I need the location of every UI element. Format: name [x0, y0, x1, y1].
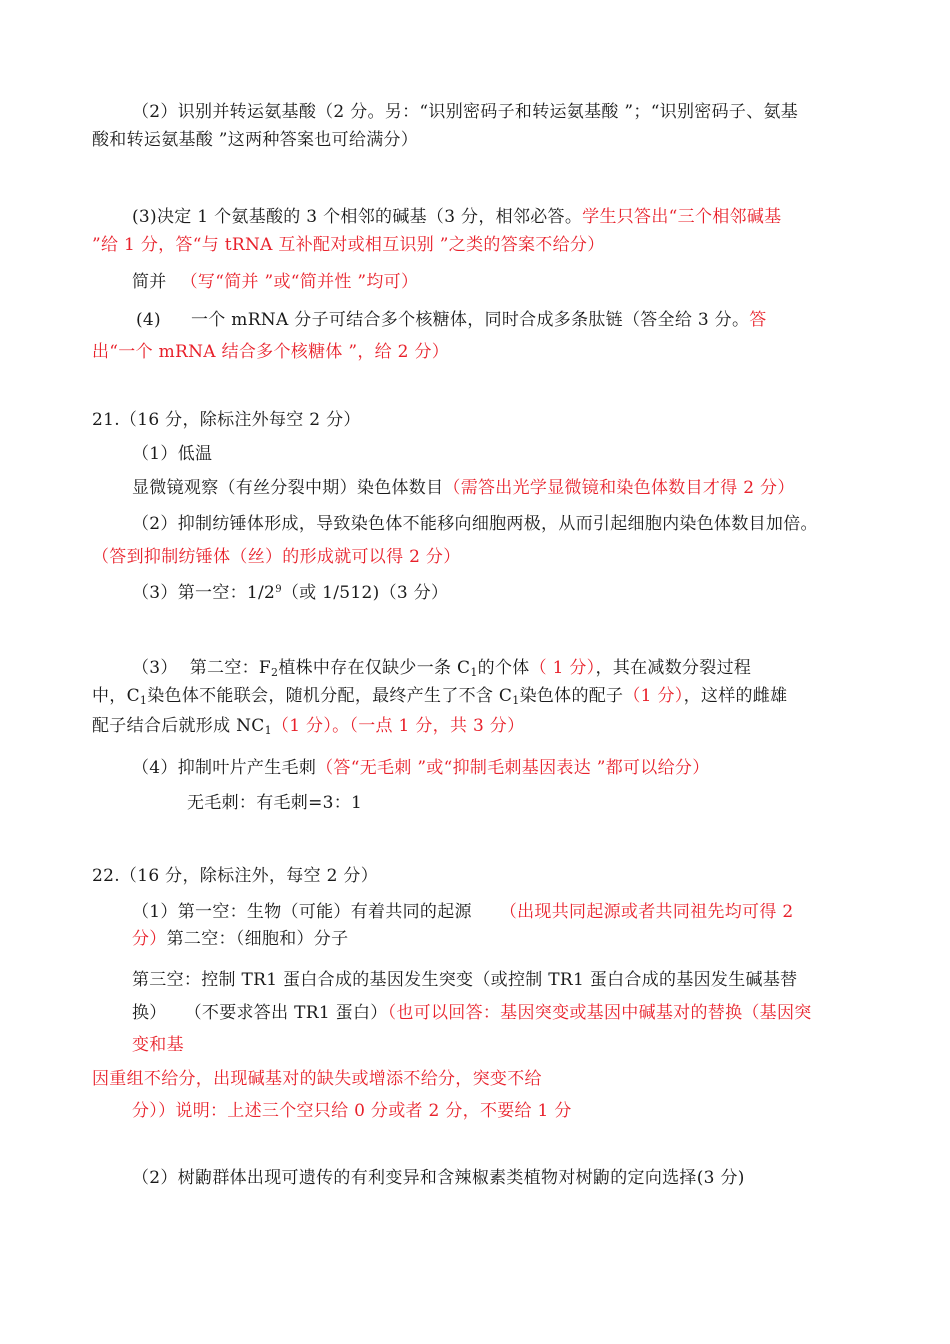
text-line [92, 714, 524, 738]
text-line [187, 791, 362, 815]
red-note: （写“简并 ”或“简并性 ”均可） [180, 272, 419, 292]
subscript: 2 [271, 666, 279, 679]
text-run: 简并 [132, 272, 167, 292]
red-note: 学生只答出“三个相邻碱基 [582, 207, 782, 227]
red-note: （1 分） [623, 686, 684, 706]
superscript: 9 [275, 584, 282, 595]
text-run: 酸和转运氨基酸 ”这两种答案也可给满分） [92, 130, 419, 150]
text-run: 配子结合后就形成 NC [92, 716, 265, 736]
text-run: 植株中存在仅缺少一条 C [278, 658, 471, 678]
text-line [132, 1099, 572, 1123]
text-line [132, 900, 793, 924]
red-note: 出“一个 mRNA 结合多个核糖体 ”，给 2 分） [92, 342, 450, 362]
text-line [92, 1067, 542, 1091]
text-run: （4）抑制叶片产生毛刺 [132, 758, 317, 778]
text-line [132, 100, 798, 124]
text-run: （2）抑制纺锤体形成，导致染色体不能移向细胞两极，从而引起细胞内染色体数目加倍。 [132, 514, 818, 534]
text-line [132, 442, 212, 466]
text-run: (4) [136, 310, 161, 330]
text-run: （或 1/512)（3 分） [281, 583, 449, 603]
red-note: （需答出光学显微镜和染色体数目才得 2 分） [443, 478, 795, 498]
text-run: （3）第一空：1/2 [132, 583, 276, 603]
red-note: （ 1 分） [529, 658, 596, 678]
text-line [92, 340, 449, 364]
text-line [92, 684, 787, 708]
subscript: 1 [139, 694, 148, 707]
red-note: （答到抑制纺锤体（丝）的形成就可以得 2 分） [92, 547, 461, 567]
text-line [132, 512, 818, 536]
text-run: ，其在减数分裂过程 [595, 658, 752, 678]
red-note: 答 [749, 310, 767, 330]
red-note: 分））说明：上述三个空只给 0 分或者 2 分，不要给 1 分 [132, 1101, 572, 1121]
text-run: （不要求答出 TR1 蛋白） [184, 1003, 388, 1023]
text-run: ，这样的雌雄 [683, 686, 788, 706]
text-run: 第二空：（细胞和）分子 [166, 929, 349, 949]
red-note: 因重组不给分，出现碱基对的缺失或增添不给分，突变不给 [92, 1069, 542, 1089]
red-note: 变和基 [132, 1035, 184, 1055]
red-note: （也可以回答：基因突变或基因中碱基对的替换（基因突 [387, 1003, 812, 1023]
text-run: 染色体不能联会，随机分配，最终产生了不含 C [147, 686, 513, 706]
section-heading [92, 864, 378, 888]
text-run: （2）识别并转运氨基酸（2 分。另：“识别密码子和转运氨基酸 ”；“识别密码子、氨基 [132, 102, 799, 122]
text-line [132, 656, 751, 680]
text-run: 中，C [92, 686, 140, 706]
subscript: 1 [264, 724, 272, 737]
text-line [136, 308, 767, 332]
text-run: 第三空：控制 TR1 蛋白合成的基因发生突变（或控制 TR1 蛋白合成的基因发生碱基替 [132, 970, 798, 990]
text-line [92, 128, 418, 152]
text-line [92, 545, 461, 569]
text-line [132, 476, 795, 500]
text-line [132, 270, 418, 294]
text-run: 换） [132, 1003, 167, 1023]
text-run: (3)决定 1 个氨基酸的 3 个相邻的碱基（3 分，相邻必答。 [132, 207, 583, 227]
text-run: （1）第一空：生物（可能）有着共同的起源 [132, 902, 472, 922]
text-run: （3） [132, 658, 178, 678]
subscript: 1 [512, 694, 520, 707]
text-run: （2）树鼩群体出现可遗传的有利变异和含辣椒素类植物对树鼩的定向选择(3 分) [132, 1168, 745, 1188]
red-note: 分） [132, 929, 167, 949]
text-line [132, 756, 710, 780]
text-run: 一个 mRNA 分子可结合多个核糖体，同时合成多条肽链（答全给 3 分。 [190, 310, 750, 330]
text-line [132, 1033, 184, 1057]
red-note: （答“无毛刺 ”或“抑制毛刺基因表达 ”都可以给分） [316, 758, 710, 778]
text-line [132, 205, 781, 229]
red-note: ”给 1 分，答“与 tRNA 互补配对或相互识别 ”之类的答案不给分） [92, 235, 605, 255]
text-line [132, 581, 448, 605]
red-note: （1 分）。（一点 1 分，共 3 分） [271, 716, 525, 736]
text-line [132, 927, 348, 951]
subscript: 1 [470, 666, 478, 679]
section-heading [92, 408, 361, 432]
text-line [92, 233, 605, 257]
text-run: 第二空：F [189, 658, 272, 678]
text-run: 22.（16 分，除标注外，每空 2 分） [92, 866, 378, 886]
text-line [132, 1001, 812, 1025]
text-line [132, 1166, 745, 1190]
text-run: 无毛刺：有毛刺=3：1 [187, 793, 363, 813]
text-run: 的个体 [477, 658, 530, 678]
red-note: （出现共同起源或者共同祖先均可得 2 [499, 902, 794, 922]
text-run: 21.（16 分，除标注外每空 2 分） [92, 410, 361, 430]
text-run: （1）低温 [132, 444, 213, 464]
text-run: 显微镜观察（有丝分裂中期）染色体数目 [132, 478, 444, 498]
text-line [132, 968, 797, 992]
text-run: 染色体的配子 [519, 686, 624, 706]
